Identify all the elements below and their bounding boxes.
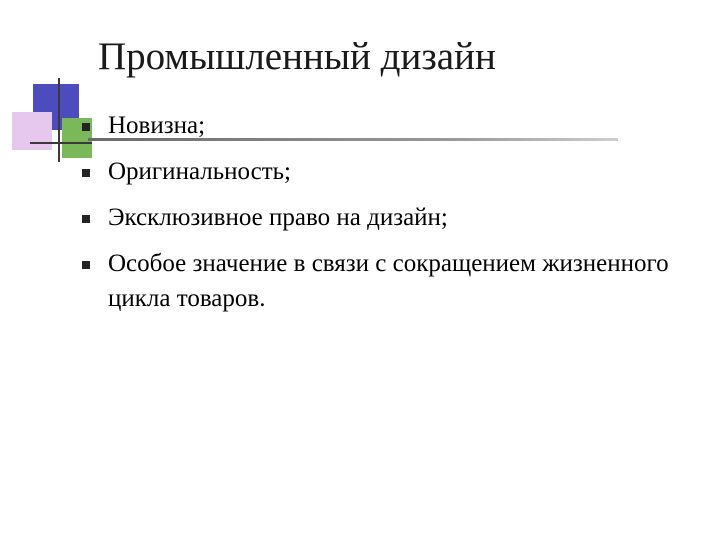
bullet-text: Особое значение в связи с сокращением жизненного цикла товаров. [108,250,669,312]
bullet-item [82,154,692,189]
square-bullet-icon [82,261,90,269]
square-bullet-icon [82,215,90,223]
square-bullet-icon [82,169,90,177]
decor-vertical-line [58,78,60,162]
bullet-text: Новизна; [108,112,206,139]
bullet-item [82,200,692,235]
decor-pink-square [12,112,52,150]
bullet-item [82,246,692,316]
bullet-text: Оригинальность; [108,158,292,185]
slide-title: Промышленный дизайн [98,35,496,78]
bullet-text: Эксклюзивное право на дизайн; [108,204,448,231]
bullet-list [82,108,692,316]
square-bullet-icon [82,123,90,131]
bullet-item [82,108,692,143]
